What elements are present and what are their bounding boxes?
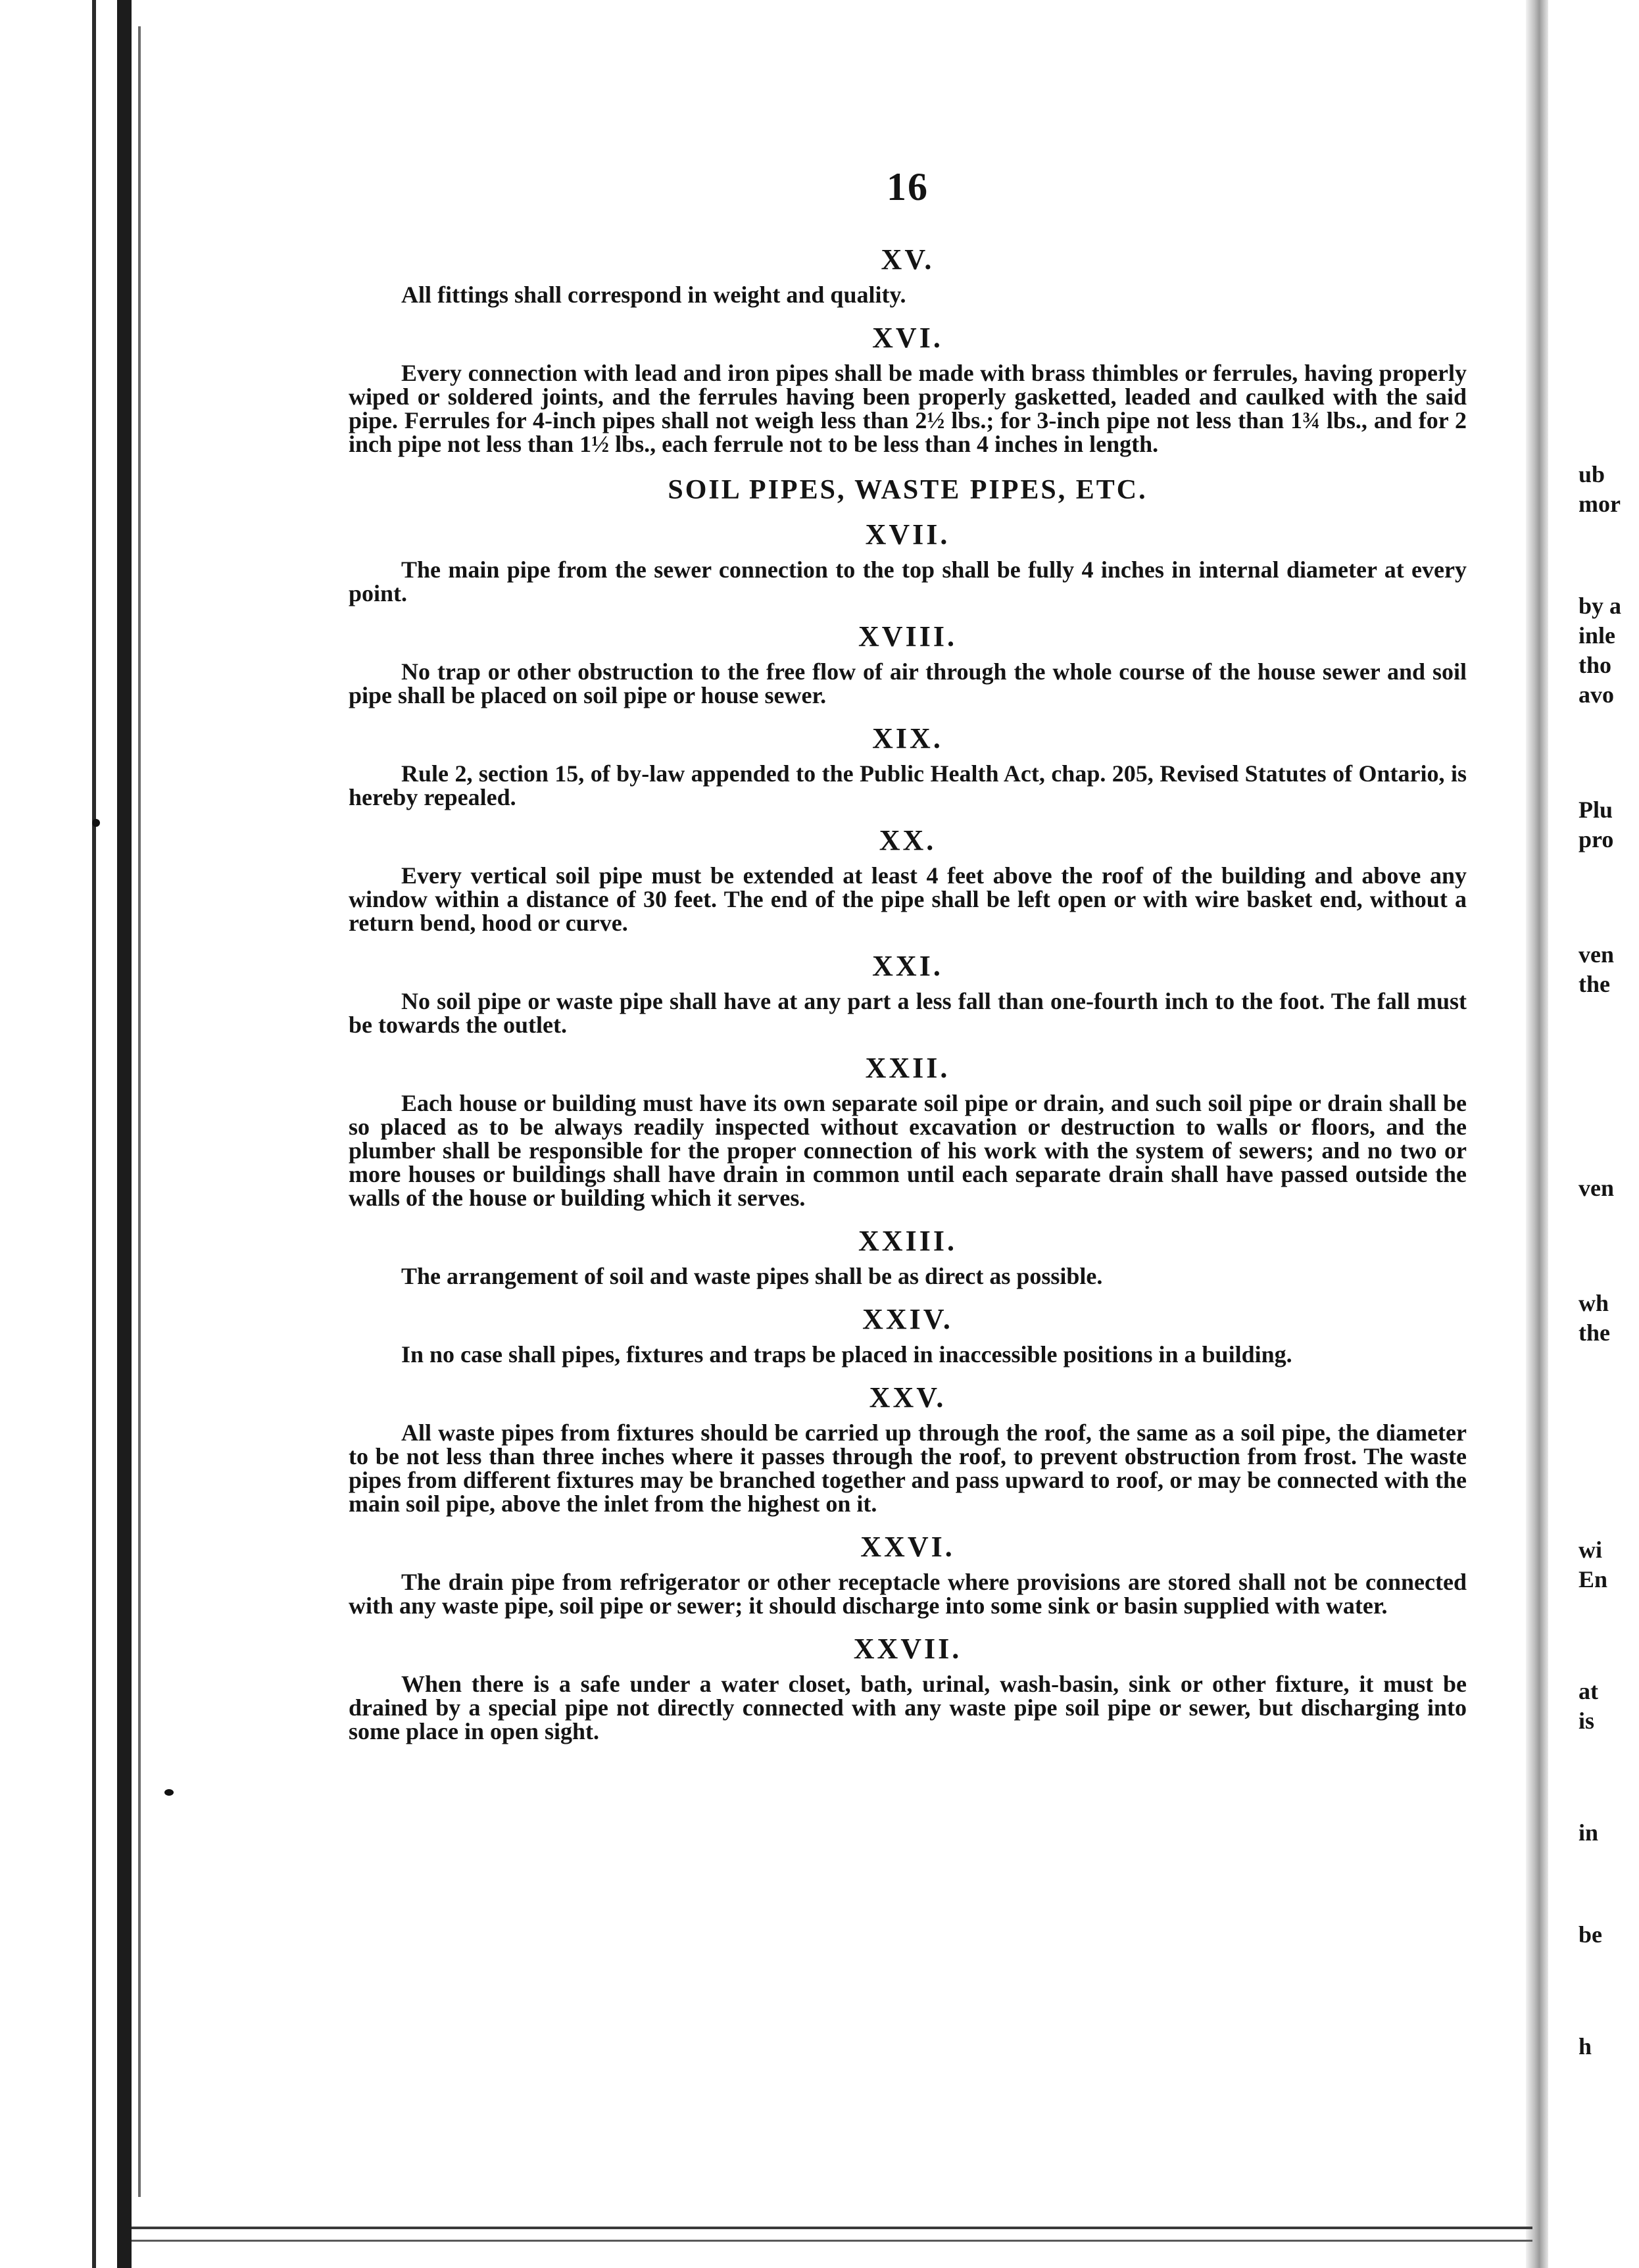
section-paragraph: When there is a safe under a water closet, bath, urinal, wash-basin, sink or other fixture, it must be drained by a special pipe not directly connected with any waste pipe soil pipe or sewer, but discharging into some place in open sight. bbox=[349, 1671, 1467, 1744]
section-heading: XIX. bbox=[872, 722, 943, 754]
section-heading: XXIII. bbox=[858, 1225, 957, 1257]
section-heading: XX. bbox=[879, 824, 937, 856]
section-block bbox=[349, 1530, 1467, 1617]
scan-speck bbox=[164, 1789, 174, 1796]
facing-page-fragment: by a bbox=[1578, 593, 1622, 619]
page-bottom-edge-2 bbox=[132, 2240, 1532, 2242]
facing-page-fragment: h bbox=[1578, 2033, 1592, 2059]
document-page bbox=[349, 164, 1467, 2006]
section-paragraph: The arrangement of soil and waste pipes shall be as direct as possible. bbox=[401, 1263, 1103, 1289]
section-block bbox=[349, 722, 1467, 809]
section-paragraph: Rule 2, section 15, of by-law appended to the Public Health Act, chap. 205, Revised Statutes of Ontario, is hereby repealed. bbox=[349, 760, 1467, 810]
facing-page-fragment: in bbox=[1578, 1819, 1599, 1846]
section-paragraph: All waste pipes from fixtures should be carried up through the roof, the same as a soil pipe, the diameter to be not less than three inches where it passes through the roof, to prevent obstruction from frost. The waste pipes from different fixtures may be branched together and pass upward to roof, or may be connected with the main soil pipe, above the inlet from the highest on it. bbox=[349, 1419, 1467, 1517]
section-block bbox=[349, 474, 1467, 506]
section-caption: SOIL PIPES, WASTE PIPES, ETC. bbox=[668, 475, 1148, 505]
facing-page-fragment: be bbox=[1578, 1921, 1602, 1948]
section-heading: XVIII. bbox=[858, 620, 957, 653]
facing-page-fragment: the bbox=[1578, 1319, 1610, 1346]
facing-page-fragment: mor bbox=[1578, 491, 1621, 517]
section-heading: XXV. bbox=[869, 1381, 946, 1414]
section-heading: XVI. bbox=[872, 322, 943, 354]
facing-page-fragment: ven bbox=[1578, 1175, 1614, 1201]
facing-page-fragment: Plu bbox=[1578, 797, 1613, 823]
facing-page-fragment: pro bbox=[1578, 826, 1614, 852]
section-paragraph: Each house or building must have its own separate soil pipe or drain, and such soil pipe or drain shall be so placed as to be always readily inspected without excavation or destruction to walls or floors, and the plumber shall be responsible for the proper connection of his work with the system of sewers; and no two or more houses or buildings shall have drain in common until each separate drain shall have passed outside the walls of the house or building which it serves. bbox=[349, 1090, 1467, 1211]
section-block bbox=[349, 1051, 1467, 1210]
facing-page-fragment: tho bbox=[1578, 652, 1612, 678]
section-paragraph: The drain pipe from refrigerator or other receptacle where provisions are stored shall not be connected with any waste pipe, soil pipe or sewer; it should discharge into some sink or basin supplied with water. bbox=[349, 1569, 1467, 1619]
section-paragraph: Every vertical soil pipe must be extended at least 4 feet above the roof of the building and above any window within a distance of 30 feet. The end of the pipe shall be left open or with wire basket end, without a return bend, hood or curve. bbox=[349, 862, 1467, 936]
facing-page-fragment: wh bbox=[1578, 1290, 1609, 1316]
facing-page bbox=[1578, 0, 1639, 2268]
section-block bbox=[349, 1632, 1467, 1743]
page-edge-rule bbox=[138, 26, 141, 2197]
facing-page-fragment: the bbox=[1578, 971, 1610, 997]
page-number: 16 bbox=[887, 165, 929, 209]
section-heading: XXVI. bbox=[860, 1531, 955, 1563]
section-block bbox=[349, 321, 1467, 456]
scan-edge-shadow bbox=[92, 0, 96, 2268]
section-block bbox=[349, 518, 1467, 605]
sections-container bbox=[349, 243, 1467, 1743]
section-block bbox=[349, 243, 1467, 307]
section-block bbox=[349, 1224, 1467, 1288]
facing-page-fragment: at bbox=[1578, 1678, 1598, 1704]
facing-page-fragment: ven bbox=[1578, 941, 1614, 968]
section-paragraph: No soil pipe or waste pipe shall have at any part a less fall than one-fourth inch to the foot. The fall must be towards the outlet. bbox=[349, 988, 1467, 1038]
scan-speck bbox=[92, 819, 100, 827]
section-paragraph: All fittings shall correspond in weight and quality. bbox=[401, 282, 906, 308]
section-heading: XXII. bbox=[865, 1052, 950, 1084]
facing-page-fragment: ub bbox=[1578, 461, 1605, 487]
book-gutter bbox=[1526, 0, 1548, 2268]
section-block bbox=[349, 824, 1467, 935]
section-paragraph: The main pipe from the sewer connection to the top shall be fully 4 inches in internal diameter at every point. bbox=[349, 556, 1467, 606]
facing-page-fragment: wi bbox=[1578, 1537, 1602, 1563]
section-heading: XXVII. bbox=[853, 1633, 962, 1665]
facing-page-fragment: En bbox=[1578, 1566, 1608, 1592]
facing-page-fragment: is bbox=[1578, 1708, 1595, 1734]
section-paragraph: Every connection with lead and iron pipes shall be made with brass thimbles or ferrules, having properly wiped or soldered joints, and the ferrules having been properly gasketted, leaded and caulked with the said pipe. Ferrules for 4-inch pipes shall not weigh less than 2½ lbs.; for 3-inch pipe not less than 1¾ lbs., and for 2 inch pipe not less than 1½ lbs., each ferrule not to be less than 4 inches in length. bbox=[349, 360, 1467, 457]
section-block bbox=[349, 1381, 1467, 1516]
section-paragraph: In no case shall pipes, fixtures and traps be placed in inaccessible positions in a building. bbox=[401, 1341, 1292, 1368]
section-heading: XV. bbox=[881, 243, 935, 276]
section-block bbox=[349, 949, 1467, 1037]
page-bottom-edge bbox=[132, 2227, 1532, 2229]
section-paragraph: No trap or other obstruction to the free flow of air through the whole course of the house sewer and soil pipe shall be placed on soil pipe or house sewer. bbox=[349, 658, 1467, 708]
facing-page-fragment: inle bbox=[1578, 622, 1616, 649]
section-heading: XVII. bbox=[865, 518, 950, 551]
facing-page-fragment: avo bbox=[1578, 681, 1614, 708]
scan-binding-edge bbox=[117, 0, 132, 2268]
section-heading: XXIV. bbox=[862, 1303, 953, 1335]
section-block bbox=[349, 1302, 1467, 1366]
section-block bbox=[349, 620, 1467, 707]
section-heading: XXI. bbox=[872, 950, 943, 982]
